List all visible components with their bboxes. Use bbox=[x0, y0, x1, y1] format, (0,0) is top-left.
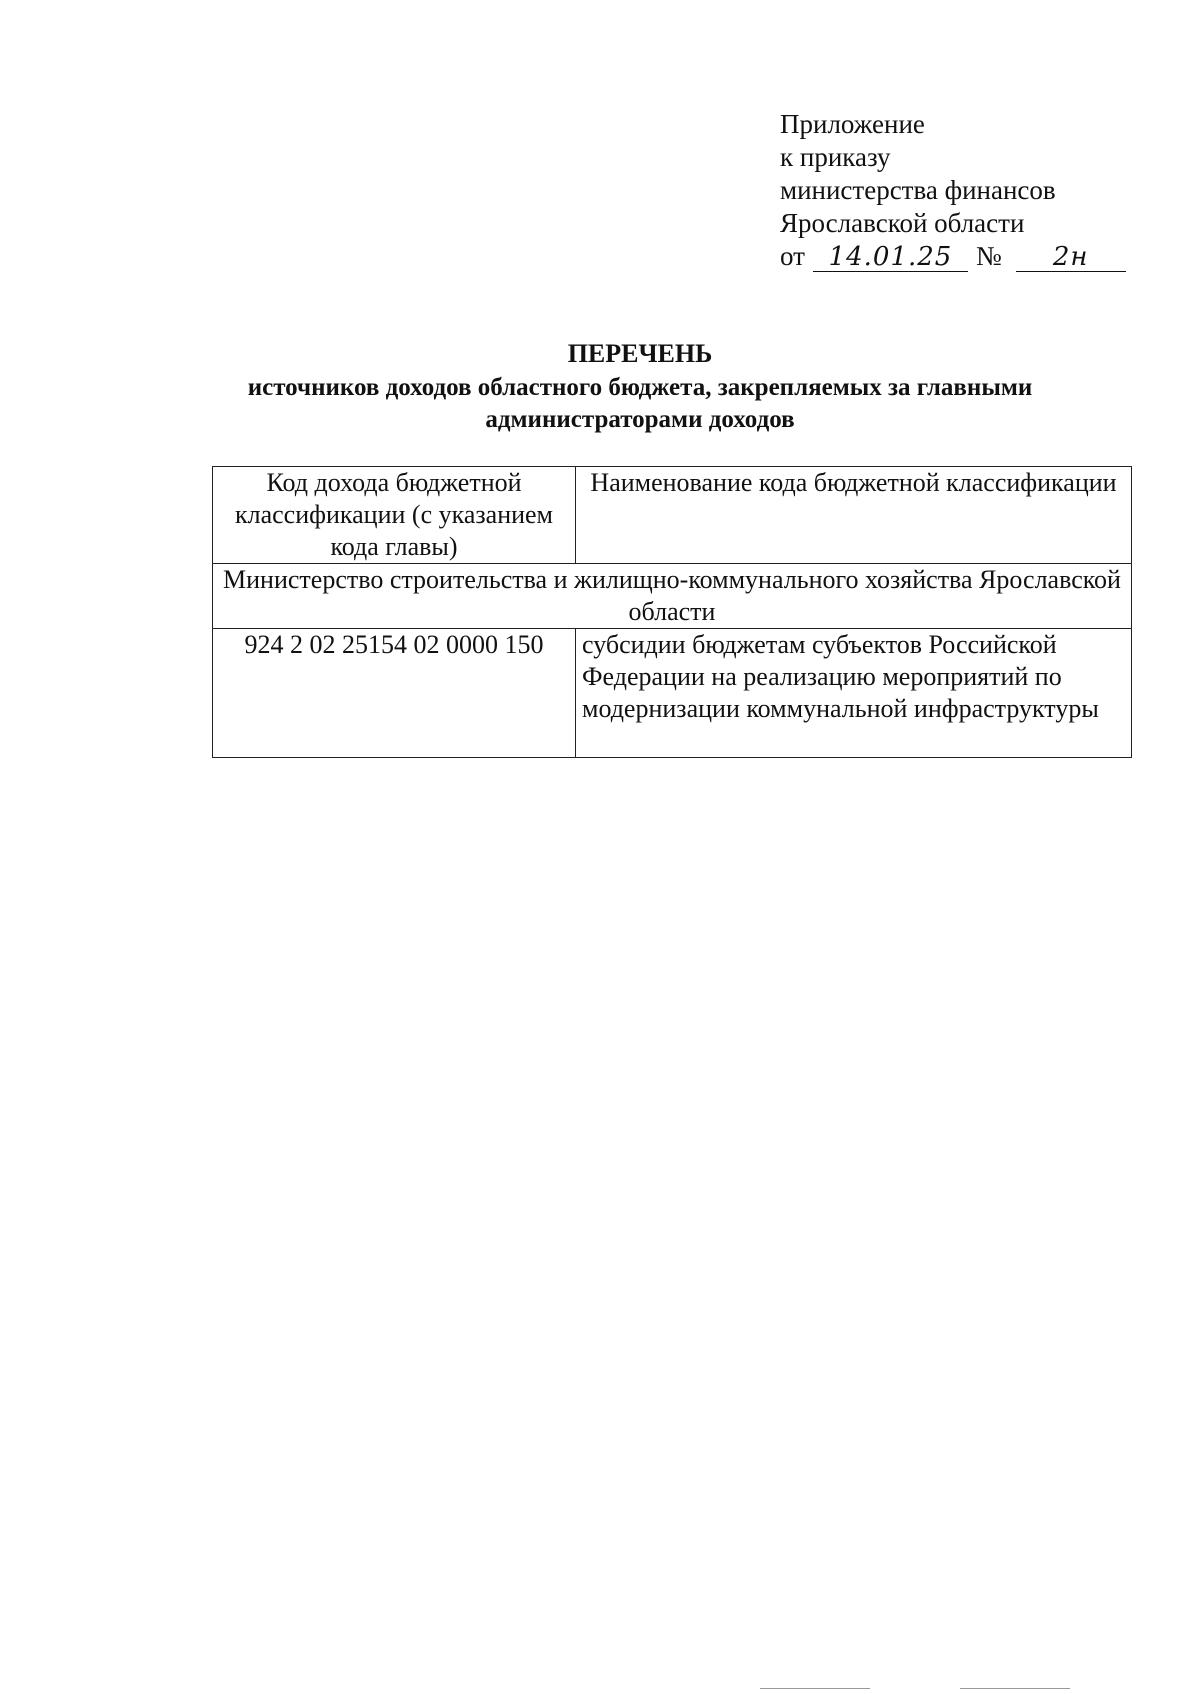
appendix-line-2: к приказу bbox=[780, 142, 891, 172]
number-prefix: № bbox=[975, 241, 1002, 271]
header-name: Наименование кода бюджетной классификации bbox=[576, 467, 1132, 564]
date-prefix: от bbox=[780, 241, 805, 271]
income-sources-table bbox=[212, 466, 1132, 758]
table-row bbox=[213, 629, 1132, 758]
appendix-line-3: министерства финансов bbox=[780, 175, 1056, 205]
title-heading: ПЕРЕЧЕНЬ bbox=[567, 339, 713, 368]
appendix-line-4: Ярославской области bbox=[780, 208, 1025, 238]
scan-artifact-mark bbox=[760, 1688, 870, 1689]
title-subheading-line-1: источников доходов областного бюджета, закрепляемых за главными bbox=[247, 374, 1033, 401]
scan-artifact-mark bbox=[960, 1688, 1070, 1689]
appendix-block bbox=[780, 108, 1126, 273]
table-header-row bbox=[213, 467, 1132, 564]
header-code: Код дохода бюджетной классификации (с указанием кода главы) bbox=[213, 467, 576, 564]
handwritten-date: 14.01.25 bbox=[813, 243, 968, 272]
table-group-row bbox=[213, 564, 1132, 629]
document-title bbox=[150, 338, 1130, 436]
row-code: 924 2 02 25154 02 0000 150 bbox=[213, 629, 576, 758]
row-name: субсидии бюджетам субъектов Российской Федерации на реализацию мероприятий по модернизации коммунальной инфраструктуры bbox=[576, 629, 1132, 758]
group-administrator: Министерство строительства и жилищно-коммунального хозяйства Ярославской области bbox=[213, 564, 1132, 629]
handwritten-number: 2н bbox=[1016, 243, 1126, 272]
title-subheading-line-2: администраторами доходов bbox=[485, 406, 795, 433]
appendix-line-1: Приложение bbox=[780, 109, 925, 139]
order-date-number-line bbox=[780, 240, 1126, 273]
